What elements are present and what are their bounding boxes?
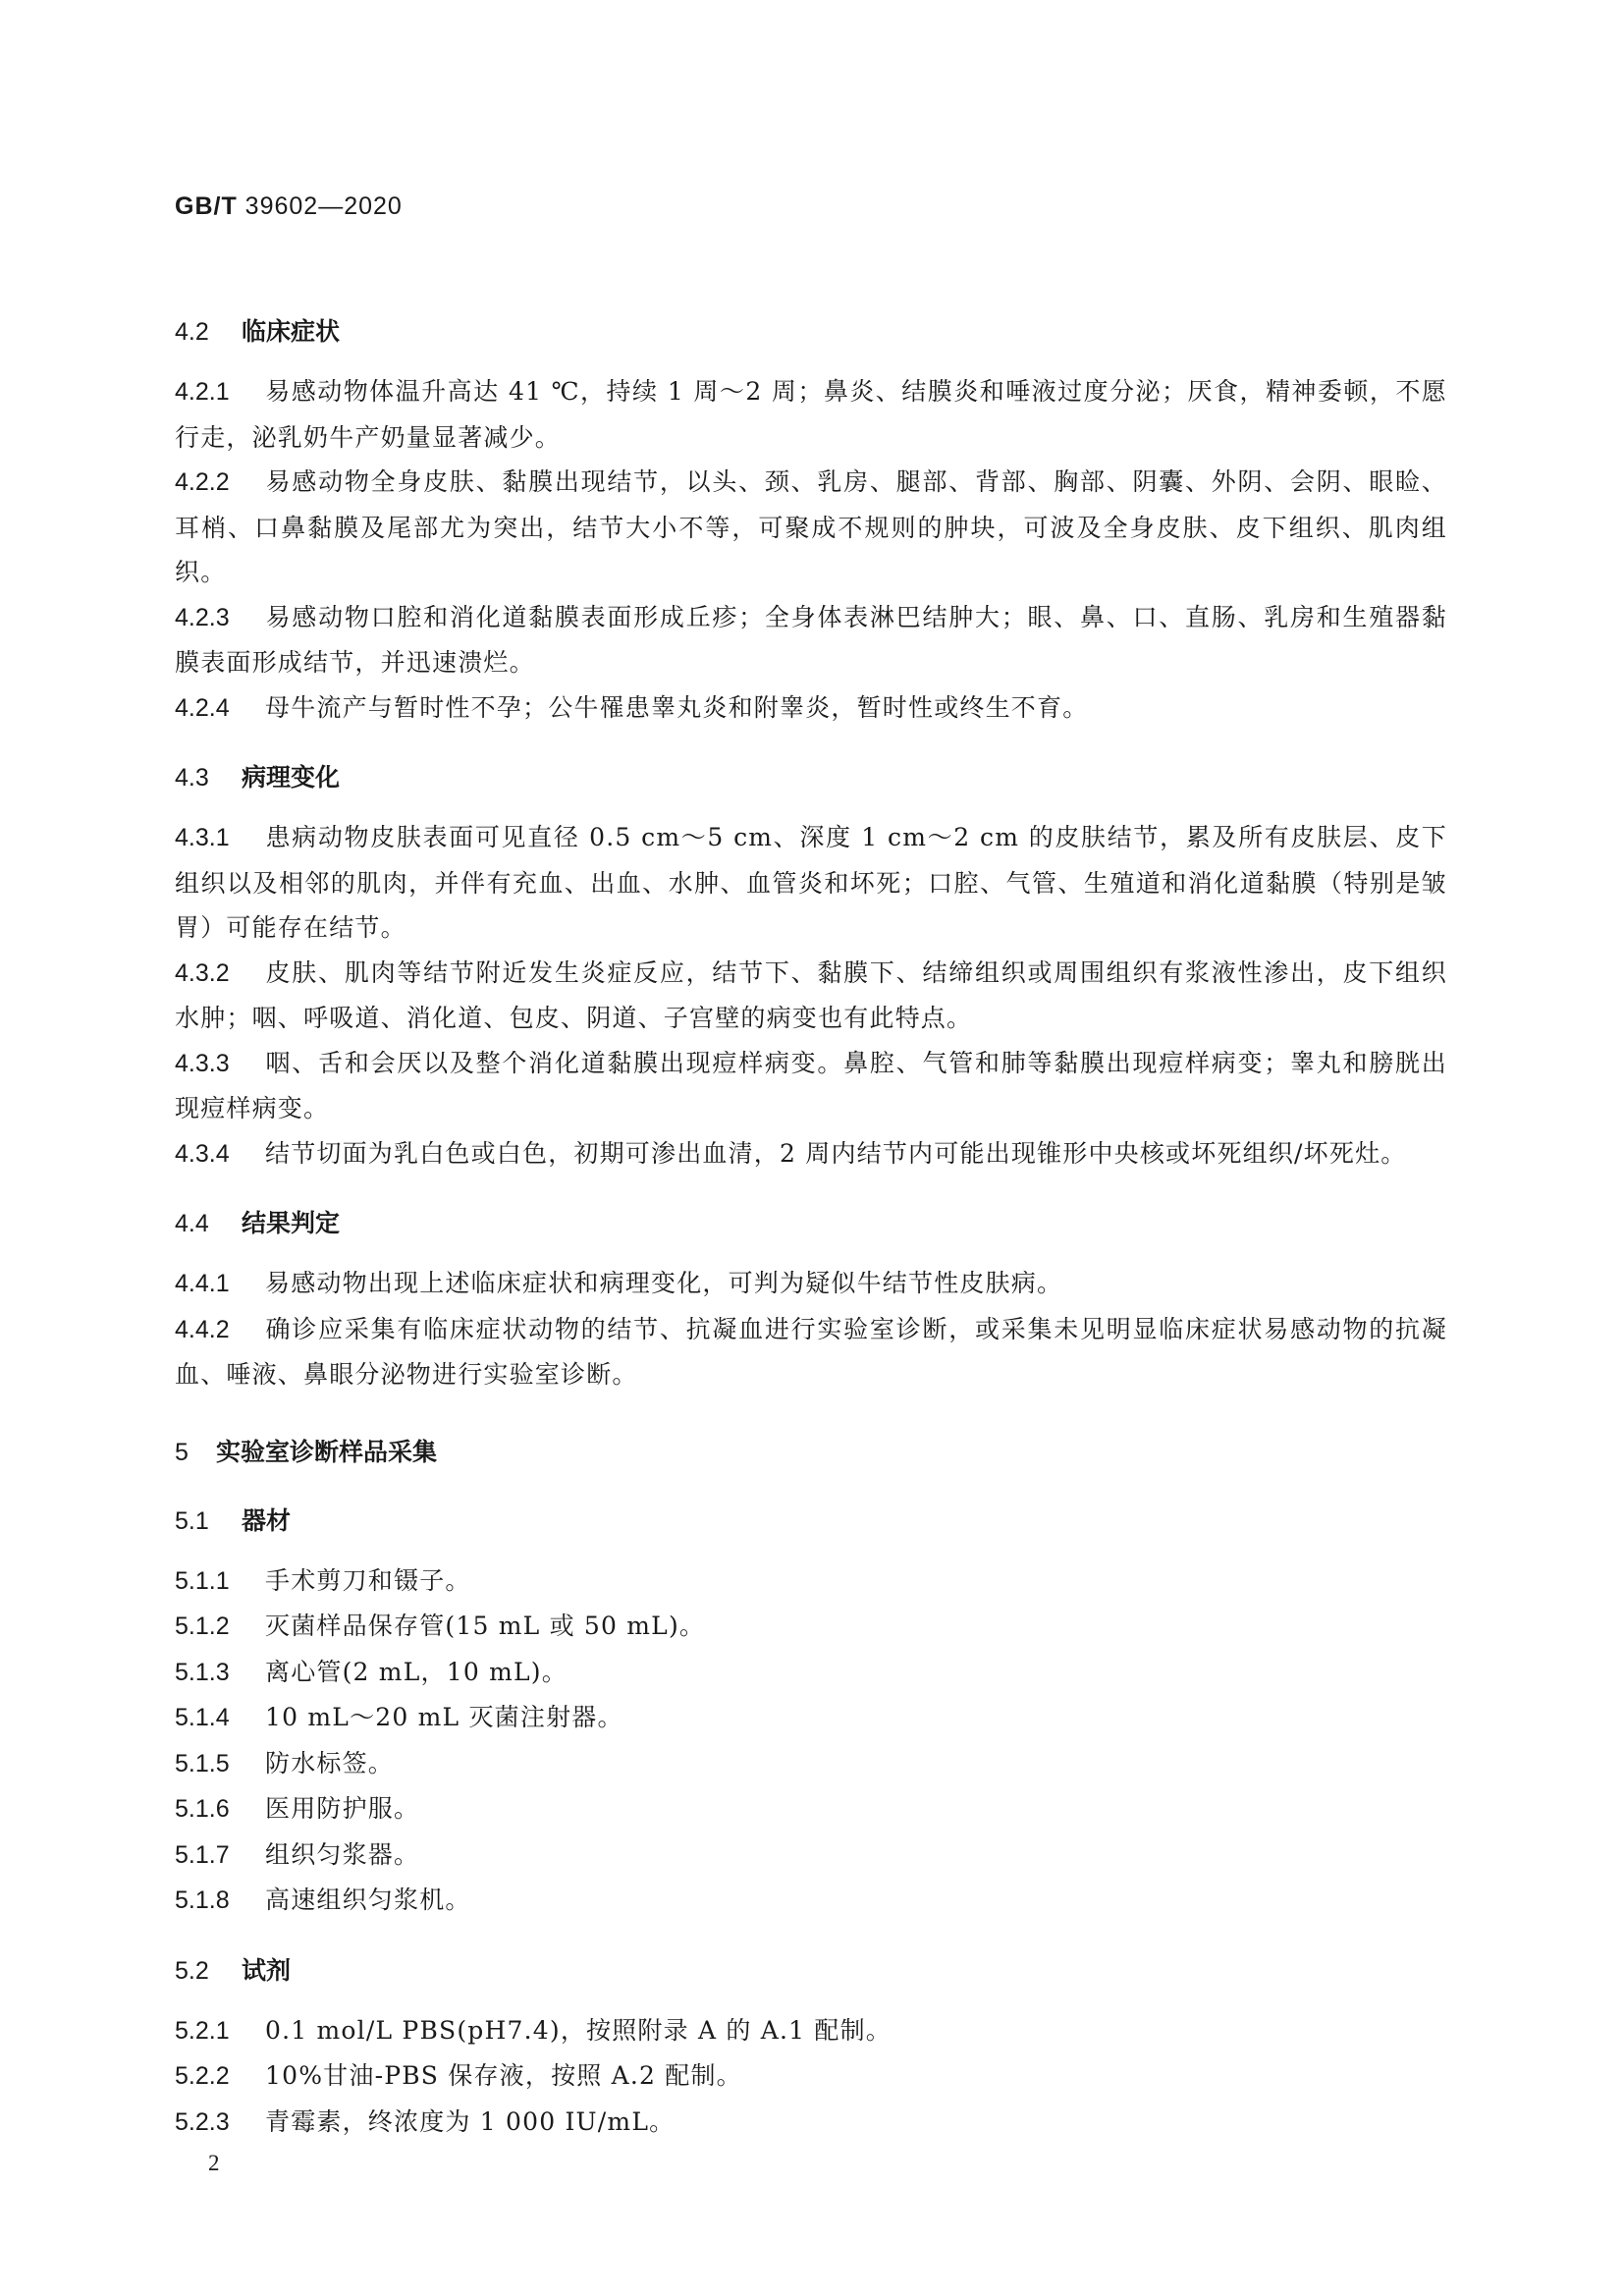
clause-text: 易感动物全身皮肤、黏膜出现结节，以头、颈、乳房、腿部、背部、胸部、阴囊、外阴、会阴、眼睑、耳梢、口鼻黏膜及尾部尤为突出，结节大小不等，可聚成不规则的肿块，可波及全身皮肤、皮下组织、肌肉组织。 <box>175 467 1447 586</box>
clause-number: 5.1.4 <box>175 1704 230 1731</box>
clause-number: 4.2.4 <box>175 693 230 722</box>
clause-text: 皮肤、肌肉等结节附近发生炎症反应，结节下、黏膜下、结缔组织或周围组织有浆液性渗出，皮下组织水肿；咽、呼吸道、消化道、包皮、阴道、子宫壁的病变也有此特点。 <box>175 957 1447 1032</box>
clause <box>175 2008 1447 2054</box>
heading-number: 5.2 <box>175 1956 209 1985</box>
clause-number: 5.2.2 <box>175 2062 230 2090</box>
clause <box>175 1695 1447 1741</box>
heading-number: 4.4 <box>175 1210 209 1237</box>
section-heading <box>175 756 1447 799</box>
clause <box>175 815 1447 951</box>
clause-text: 易感动物体温升高达 41 ℃，持续 1 周～2 周；鼻炎、结膜炎和唾液过度分泌；厌食，精神委顿，不愿行走，泌乳奶牛产奶量显著减少。 <box>175 377 1447 452</box>
clause-number: 5.1.5 <box>175 1749 230 1777</box>
heading-title: 实验室诊断样品采集 <box>216 1437 438 1466</box>
clause <box>175 1650 1447 1696</box>
standard-code-prefix: GB/T <box>175 192 238 220</box>
clause-number: 4.3.1 <box>175 824 230 851</box>
clause-text: 咽、舌和会厌以及整个消化道黏膜出现痘样病变。鼻腔、气管和肺等黏膜出现痘样病变；睾丸和膀胱出现痘样病变。 <box>175 1048 1447 1122</box>
clause-text: 组织匀浆器。 <box>265 1839 420 1869</box>
clause <box>175 2100 1447 2146</box>
clause-text: 母牛流产与暂时性不孕；公牛罹患睾丸炎和附睾炎，暂时性或终生不育。 <box>265 692 1089 722</box>
clause <box>175 1131 1447 1177</box>
clause-text: 0.1 mol/L PBS(pH7.4)，按照附录 A 的 A.1 配制。 <box>265 2015 892 2045</box>
heading-title: 试剂 <box>242 1955 292 1985</box>
clause <box>175 1307 1447 1397</box>
clause-text: 确诊应采集有临床症状动物的结节、抗凝血进行实验室诊断，或采集未见明显临床症状易感动物的抗凝血、唾液、鼻眼分泌物进行实验室诊断。 <box>175 1314 1447 1389</box>
clause <box>175 1604 1447 1650</box>
heading-number: 5 <box>175 1438 189 1466</box>
section-heading <box>175 310 1447 354</box>
clause-text: 结节切面为乳白色或白色，初期可渗出血清，2 周内结节内可能出现锥形中央核或坏死组织/坏死灶。 <box>265 1138 1407 1168</box>
page-number: 2 <box>208 2151 220 2175</box>
clause-number: 4.4.2 <box>175 1315 230 1343</box>
clause-text: 易感动物出现上述临床症状和病理变化，可判为疑似牛结节性皮肤病。 <box>265 1269 1063 1297</box>
heading-number: 4.3 <box>175 764 209 792</box>
document-body <box>175 285 1447 2145</box>
clause-number: 4.2.3 <box>175 603 230 631</box>
clause-number: 4.3.3 <box>175 1049 230 1077</box>
clause-text: 医用防护服。 <box>265 1794 420 1823</box>
clause-number: 5.1.8 <box>175 1886 230 1914</box>
clause <box>175 1741 1447 1787</box>
clause <box>175 1261 1447 1307</box>
heading-number: 4.2 <box>175 318 209 346</box>
clause <box>175 951 1447 1041</box>
heading-title: 病理变化 <box>242 763 341 792</box>
clause-text: 患病动物皮肤表面可见直径 0.5 cm～5 cm、深度 1 cm～2 cm 的皮肤结节，累及所有皮肤层、皮下组织以及相邻的肌肉，并伴有充血、出血、水肿、血管炎和坏死；口腔、气管、生殖道和消化道黏膜（特别是皱胃）可能存在结节。 <box>175 823 1447 942</box>
clause <box>175 595 1447 685</box>
section-heading <box>175 1500 1447 1543</box>
clause-number: 5.1.6 <box>175 1795 230 1823</box>
clause-text: 高速组织匀浆机。 <box>265 1886 471 1914</box>
clause-number: 5.1.1 <box>175 1566 230 1595</box>
chapter-heading <box>175 1431 1447 1474</box>
clause-text: 青霉素，终浓度为 1 000 IU/mL。 <box>265 2106 676 2136</box>
clause <box>175 2053 1447 2100</box>
clause-text: 易感动物口腔和消化道黏膜表面形成丘疹；全身体表淋巴结肿大；眼、鼻、口、直肠、乳房和生殖器黏膜表面形成结节，并迅速溃烂。 <box>175 602 1447 677</box>
clause-number: 4.4.1 <box>175 1270 230 1297</box>
clause <box>175 685 1447 732</box>
clause-text: 离心管(2 mL，10 mL)。 <box>265 1657 568 1686</box>
clause-number: 5.1.3 <box>175 1658 230 1686</box>
clause <box>175 1786 1447 1832</box>
clause-text: 防水标签。 <box>265 1748 395 1777</box>
standard-code-number: 39602—2020 <box>244 192 403 220</box>
section-heading <box>175 1202 1447 1245</box>
clause-number: 5.2.1 <box>175 2016 230 2045</box>
clause-text: 灭菌样品保存管(15 mL 或 50 mL)。 <box>265 1612 706 1640</box>
clause <box>175 1832 1447 1879</box>
clause <box>175 1878 1447 1924</box>
clause-number: 4.3.2 <box>175 958 230 987</box>
heading-title: 结果判定 <box>242 1209 341 1237</box>
clause <box>175 1041 1447 1131</box>
clause-number: 5.2.3 <box>175 2107 230 2136</box>
clause-number: 4.3.4 <box>175 1139 230 1168</box>
heading-number: 5.1 <box>175 1506 209 1535</box>
clause-text: 10 mL～20 mL 灭菌注射器。 <box>265 1703 623 1731</box>
clause-text: 10%甘油-PBS 保存液，按照 A.2 配制。 <box>265 2061 742 2090</box>
clause <box>175 460 1447 595</box>
standard-code <box>175 192 403 221</box>
clause-number: 4.2.1 <box>175 378 230 406</box>
clause-number: 4.2.2 <box>175 468 230 496</box>
heading-title: 临床症状 <box>242 317 341 346</box>
clause <box>175 369 1447 460</box>
heading-title: 器材 <box>242 1505 292 1535</box>
clause-text: 手术剪刀和镊子。 <box>265 1565 471 1595</box>
clause-number: 5.1.7 <box>175 1840 230 1869</box>
clause-number: 5.1.2 <box>175 1613 230 1640</box>
clause <box>175 1558 1447 1605</box>
section-heading <box>175 1949 1447 1993</box>
